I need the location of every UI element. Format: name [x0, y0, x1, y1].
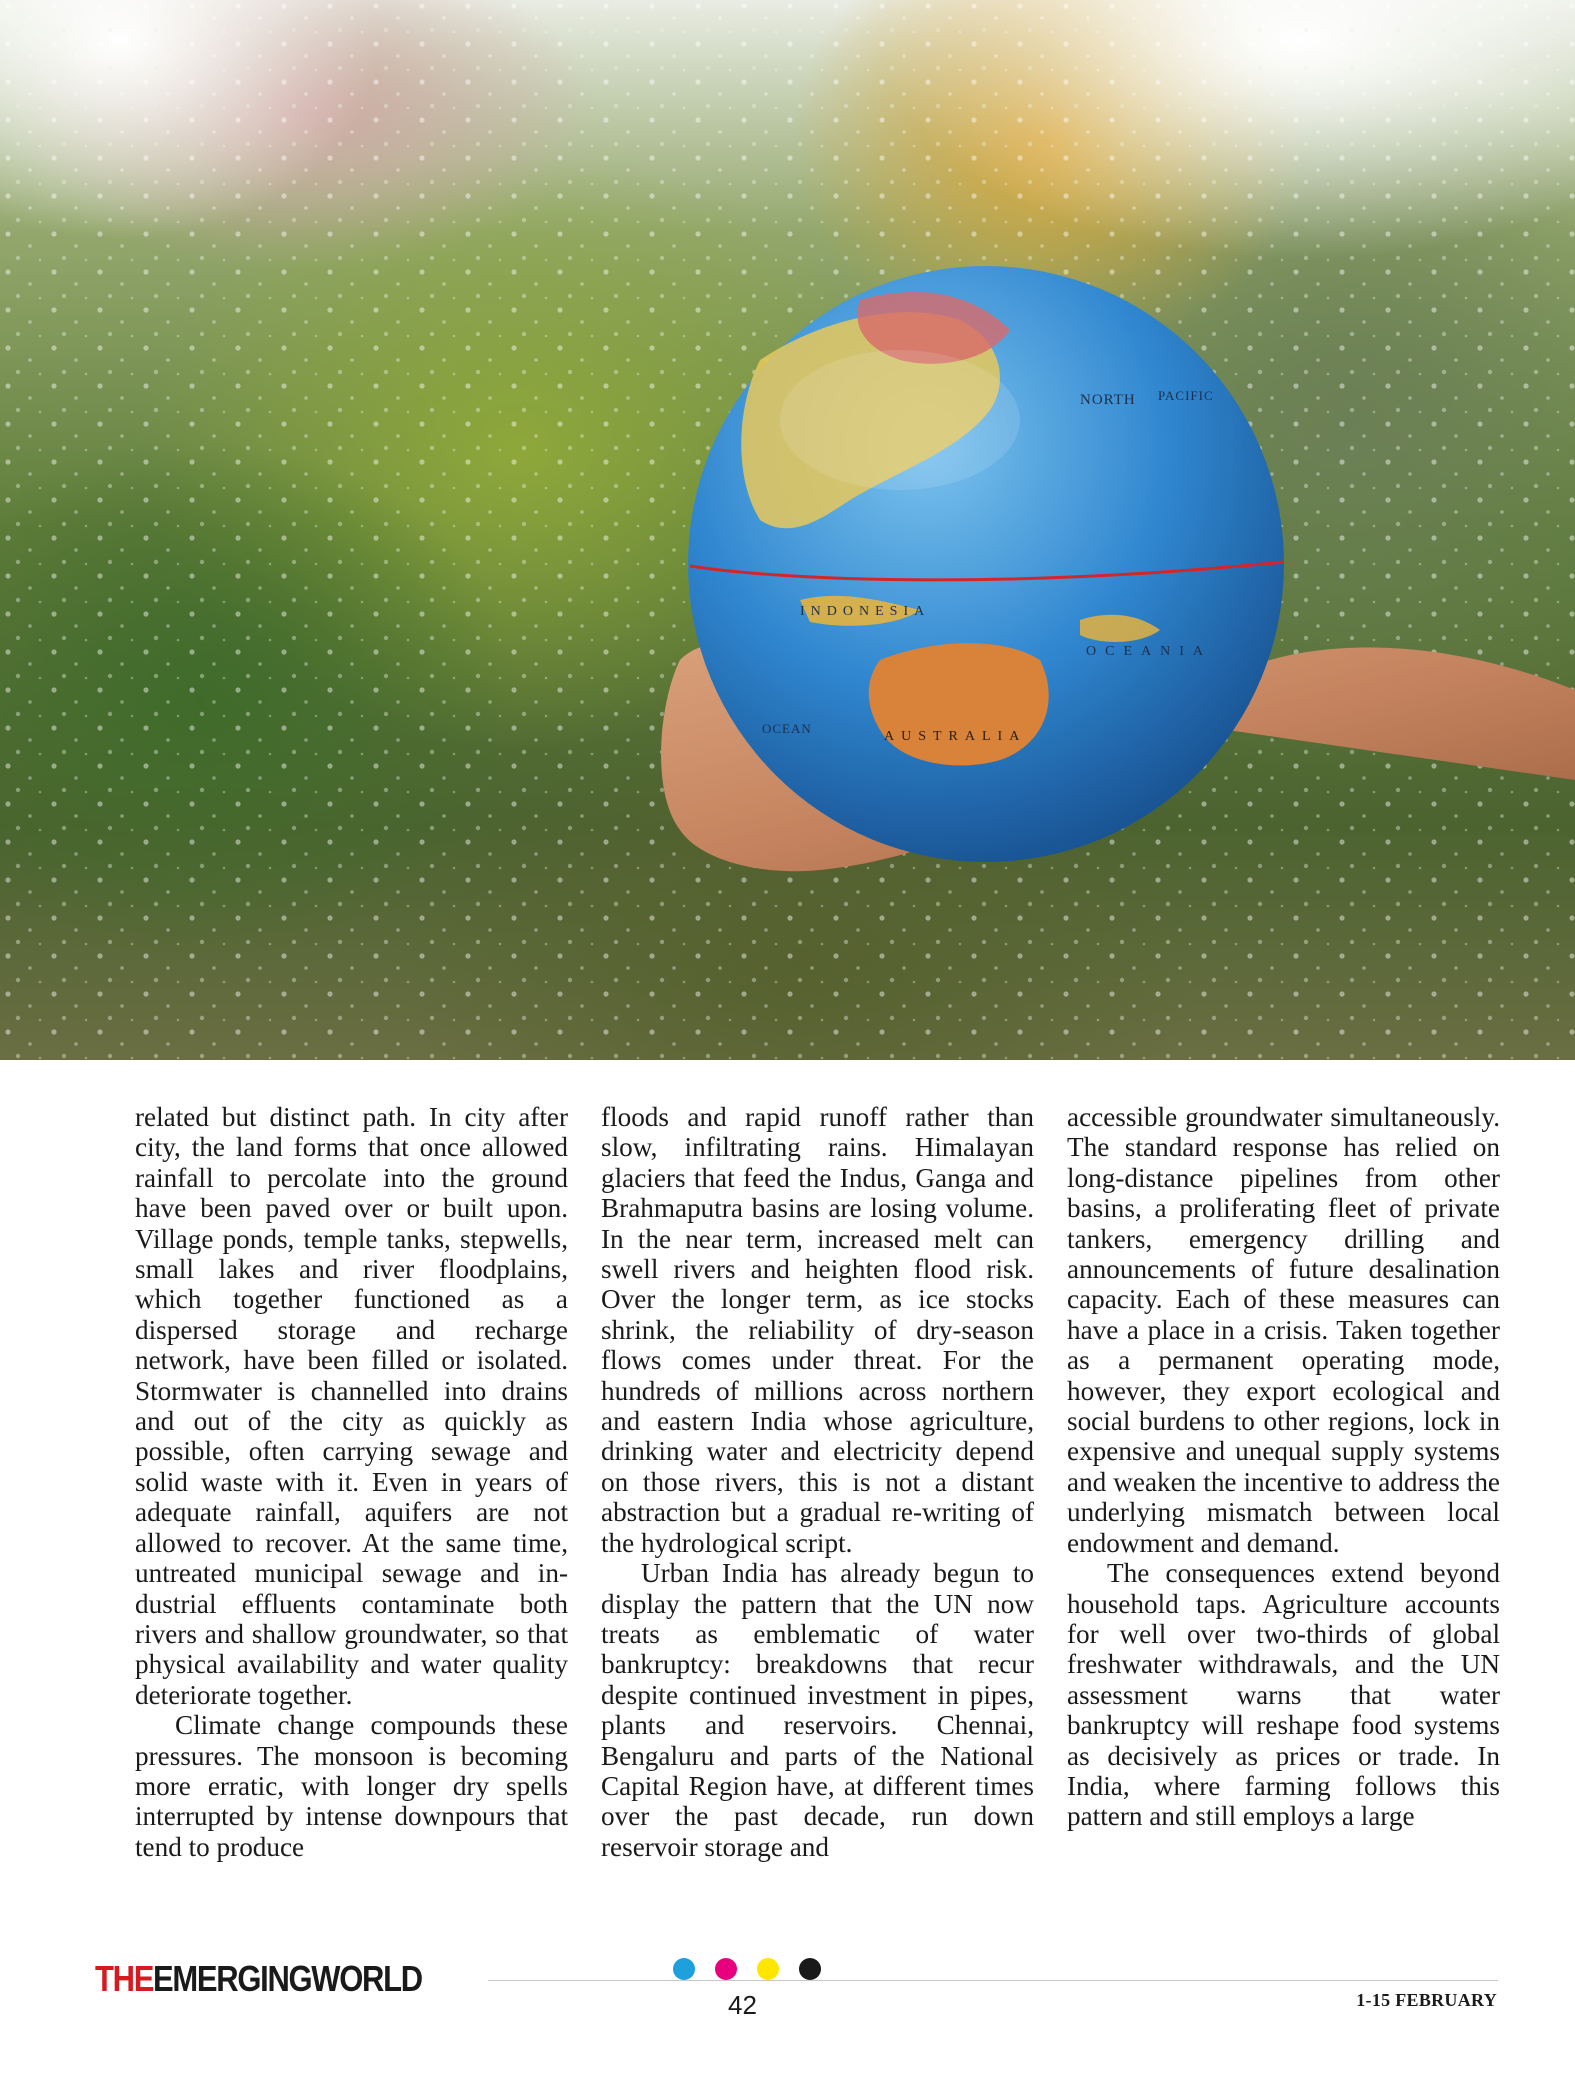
magenta-dot-icon — [715, 1958, 737, 1980]
paragraph: The consequences extend beyond household taps. Agriculture accounts for well over two-thirds of global freshwater withdrawals, and the UN assessment warns that water bankruptcy will reshape food systems as decisively as prices or trade. In India, where farming follows this pattern and still employs a large — [1067, 1558, 1500, 1832]
globe-label-pacific: PACIFIC — [1158, 388, 1214, 403]
registration-marks — [673, 1958, 823, 1982]
paragraph: Climate change compounds these pressures. The monsoon is becoming more erratic, with longer dry spells interrupted by intense downpours that tend to produce — [135, 1710, 568, 1862]
logo-name-text: EMERGINGWORLD — [153, 1958, 422, 1999]
paragraph: related but distinct path. In city after city, the land forms that once allowed rainfall to percolate into the ground have been paved over or built upon. Village ponds, temple tanks, stepwells, small lakes and river floodplains, which together functioned as a dispersed storage and recharge network, have been filled or isolated. Stormwater is channelled into drains and out of the city as quickly as possible, often carrying sewage and solid waste with it. Even in years of adequate rainfall, aquifers are not allowed to recover. At the same time, untreated municipal sewage and industrial effluents contaminate both rivers and shallow groundwater, so that physical availability and water quality deteriorate together. — [135, 1102, 568, 1710]
globe-label-ocean: OCEAN — [762, 721, 812, 736]
yellow-dot-icon — [757, 1958, 779, 1980]
publication-logo — [95, 1958, 422, 2000]
paragraph: accessible groundwater simultaneously. The standard response has relied on long-distance pipelines from other basins, a proliferating fleet of private tankers, emergency drilling and announcements of future desalination capacity. Each of these measures can have a place in a crisis. Taken together as a permanent operating mode, however, they export ecological and social burdens to other regions, lock in expensive and unequal supply systems and weaken the incentive to address the underlying mismatch between local endowment and demand. — [1067, 1102, 1500, 1558]
globe-label-oceania: OCEANIA — [1086, 644, 1212, 659]
issue-date: 1-15 FEBRUARY — [1356, 1990, 1497, 2010]
globe-label-australia: AUSTRALIA — [884, 729, 1027, 744]
article-body — [135, 1102, 1501, 1902]
article-column-3 — [1067, 1102, 1500, 1832]
footer-divider — [488, 1980, 1498, 1981]
article-column-2 — [601, 1102, 1034, 1862]
globe-label-indonesia: INDONESIA — [800, 604, 931, 619]
page-number: 42 — [728, 1990, 757, 2020]
black-dot-icon — [799, 1958, 821, 1980]
globe-label-north: NORTH — [1080, 392, 1136, 408]
australia-shape — [869, 643, 1049, 765]
logo-the-text: THE — [95, 1958, 154, 1999]
article-column-1 — [135, 1102, 568, 1862]
cyan-dot-icon — [673, 1958, 695, 1980]
paragraph: floods and rapid runoff rather than slow, infiltrating rains. Himalayan glaciers that feed the Indus, Ganga and Brahmaputra basins are losing volume. In the near term, increased melt can swell rivers and heighten flood risk. Over the longer term, as ice stocks shrink, the reliability of dry-season flows comes under threat. For the hundreds of millions across northern and eastern India whose agriculture, drinking water and electricity depend on those rivers, this is not a distant abstraction but a gradual re-writing of the hydrological script. — [601, 1102, 1034, 1558]
paragraph: Urban India has already begun to display the pattern that the UN now treats as emblematic of water bankruptcy: breakdowns that recur despite continued investment in pipes, plants and reservoirs. Chennai, Bengaluru and parts of the National Capital Region have, at different times over the past decade, run down reservoir storage and — [601, 1558, 1034, 1862]
